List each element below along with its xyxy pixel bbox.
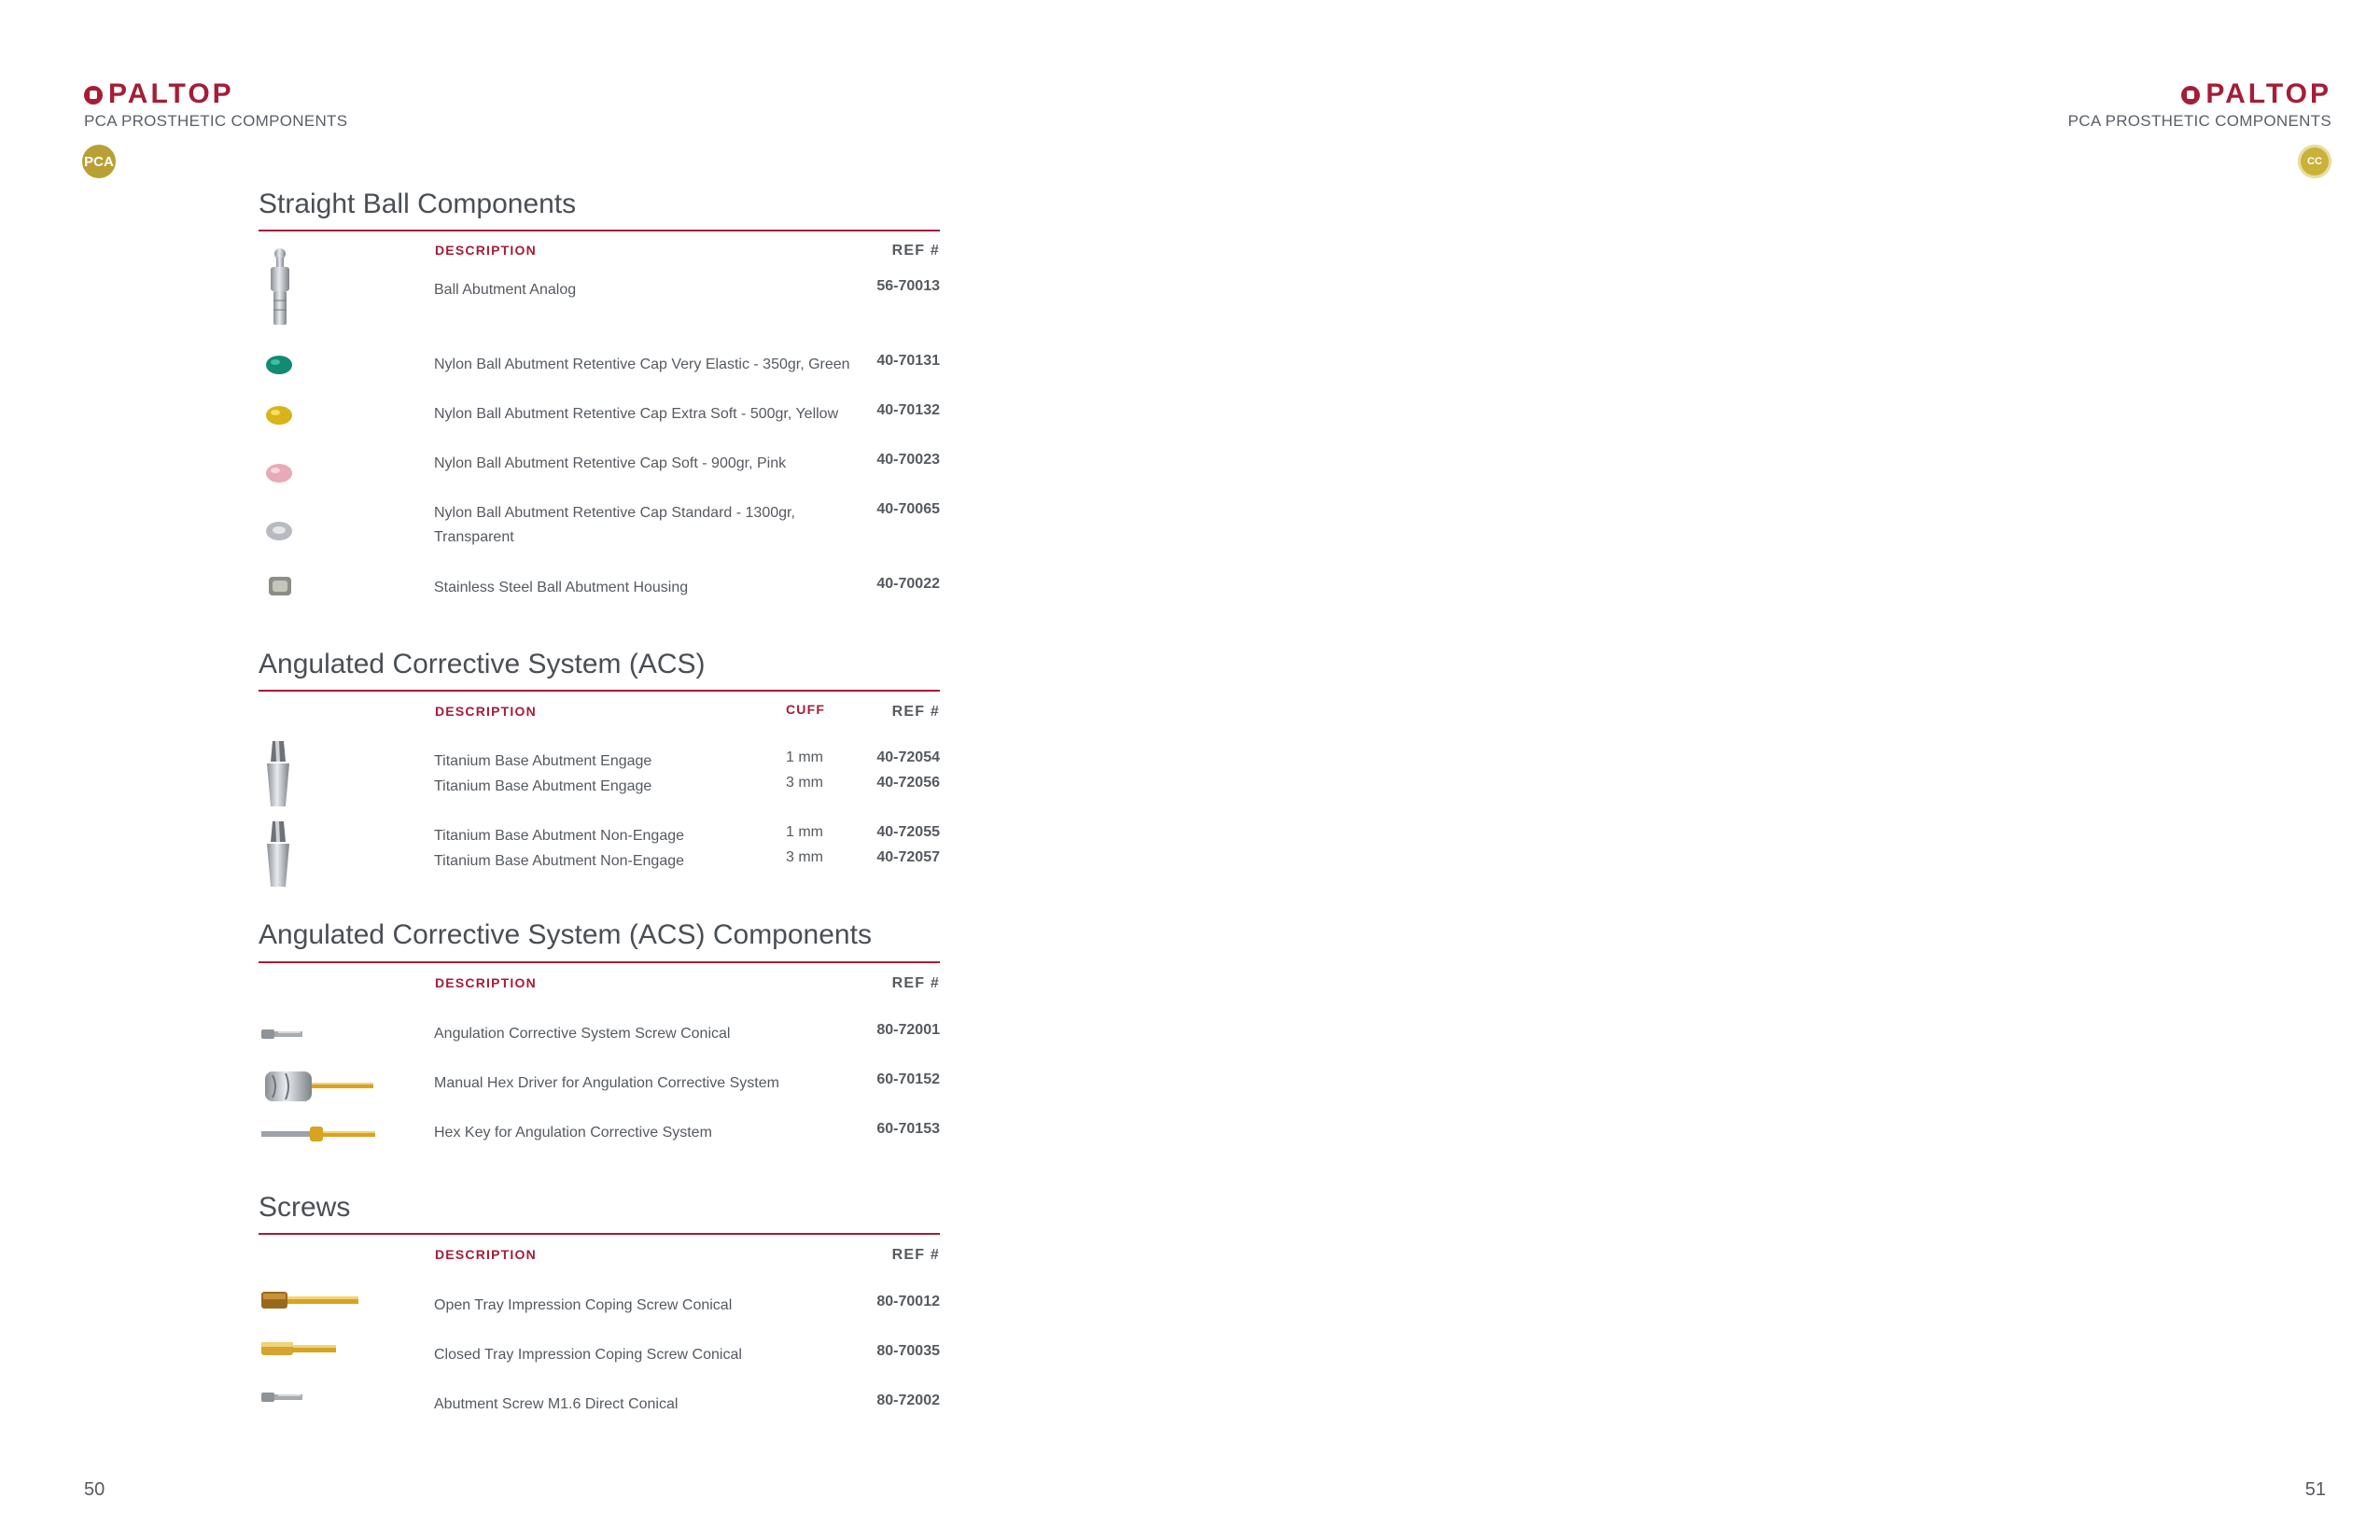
section-badge-pca: PCA [82, 145, 116, 178]
open-tray-screw-image [259, 1290, 362, 1310]
product-description: Titanium Base Abutment Engage [434, 778, 652, 794]
titanium-base-non-engage-image [261, 818, 295, 890]
product-ref: 40-72057 [876, 849, 940, 865]
product-description: Abutment Screw M1.6 Direct Conical [434, 1396, 679, 1412]
paltop-logo-icon [84, 86, 103, 105]
section-title-acs-components: Angulated Corrective System (ACS) Components [259, 919, 872, 950]
section-divider [259, 961, 940, 963]
yellow-retentive-cap-image [264, 405, 294, 426]
titanium-base-engage-image [261, 737, 295, 810]
product-description: Stainless Steel Ball Abutment Housing [434, 580, 689, 595]
product-description: Titanium Base Abutment Non-Engage [434, 853, 685, 869]
product-ref: 40-72055 [876, 824, 940, 840]
pink-retentive-cap-image [264, 463, 294, 483]
product-ref: 60-70152 [876, 1071, 940, 1087]
section-badge-cc: CC [2298, 145, 2331, 178]
closed-tray-screw-image [259, 1340, 340, 1357]
abutment-screw-image [259, 1391, 306, 1404]
product-description: Nylon Ball Abutment Retentive Cap Very Elastic - 350gr, Green [434, 357, 850, 372]
product-ref: 80-70012 [876, 1294, 940, 1309]
product-ref: 60-70153 [876, 1121, 940, 1137]
ball-abutment-analog-image [263, 246, 297, 329]
product-description: Nylon Ball Abutment Retentive Cap Extra Soft - 500gr, Yellow [434, 406, 839, 422]
column-header-description: DESCRIPTION [435, 975, 537, 990]
paltop-logo-icon [2181, 86, 2200, 105]
product-cuff: 1 mm [786, 749, 823, 765]
product-ref: 40-70065 [876, 501, 940, 517]
product-ref: 80-72001 [876, 1022, 940, 1038]
product-ref: 40-70023 [876, 452, 940, 468]
transparent-retentive-cap-image [264, 521, 294, 541]
header-subtitle-right: PCA PROSTHETIC COMPONENTS [2067, 112, 2331, 130]
header-subtitle-left: PCA PROSTHETIC COMPONENTS [84, 112, 348, 130]
manual-hex-driver-image [259, 1068, 379, 1105]
product-description: Titanium Base Abutment Non-Engage [434, 828, 685, 844]
paltop-logo-left: PALTOP [84, 78, 234, 110]
hex-key-image [259, 1124, 379, 1144]
section-divider [259, 690, 940, 692]
product-ref: 40-72054 [876, 749, 940, 765]
page-number-right: 51 [2304, 1479, 2326, 1500]
ball-abutment-housing-image [267, 575, 293, 597]
product-ref: 80-72002 [876, 1393, 940, 1408]
column-header-ref: REF # [891, 243, 940, 259]
product-description: Nylon Ball Abutment Retentive Cap Soft - 900gr, Pink [434, 455, 787, 471]
acs-screw-image [259, 1027, 306, 1042]
product-description: Open Tray Impression Coping Screw Conical [434, 1297, 733, 1313]
column-header-ref: REF # [891, 1247, 940, 1263]
product-ref: 80-70035 [876, 1343, 940, 1359]
section-divider [259, 230, 940, 231]
product-description: Closed Tray Impression Coping Screw Conical [434, 1347, 742, 1363]
product-cuff: 3 mm [786, 775, 823, 791]
column-header-ref: REF # [891, 704, 940, 720]
section-title-straight-ball: Straight Ball Components [259, 189, 577, 219]
product-ref: 40-70132 [876, 402, 940, 418]
page-number-left: 50 [84, 1479, 105, 1500]
product-description: Manual Hex Driver for Angulation Corrective System [434, 1075, 779, 1091]
section-title-acs: Angulated Corrective System (ACS) [259, 649, 706, 679]
product-description: Nylon Ball Abutment Retentive Cap Standard - 1300gr, [434, 505, 795, 521]
product-description: Titanium Base Abutment Engage [434, 753, 652, 769]
column-header-description: DESCRIPTION [435, 704, 537, 719]
product-cuff: 1 mm [786, 824, 823, 840]
green-retentive-cap-image [264, 355, 294, 375]
product-description: Ball Abutment Analog [434, 282, 577, 298]
product-cuff: 3 mm [786, 849, 823, 865]
product-description: Hex Key for Angulation Corrective System [434, 1125, 712, 1141]
product-ref: 40-70022 [876, 576, 940, 592]
section-divider [259, 1233, 940, 1235]
column-header-description: DESCRIPTION [435, 1247, 537, 1262]
paltop-logo-right: PALTOP [2181, 78, 2331, 110]
column-header-description: DESCRIPTION [435, 243, 537, 258]
product-description-continued: Transparent [434, 529, 514, 545]
product-ref: 40-72056 [876, 775, 940, 791]
product-ref: 40-70131 [876, 353, 940, 369]
column-header-cuff: CUFF [786, 702, 826, 717]
section-title-screws: Screws [259, 1192, 351, 1223]
product-description: Angulation Corrective System Screw Conical [434, 1026, 731, 1042]
column-header-ref: REF # [891, 975, 940, 991]
product-ref: 56-70013 [876, 278, 940, 294]
